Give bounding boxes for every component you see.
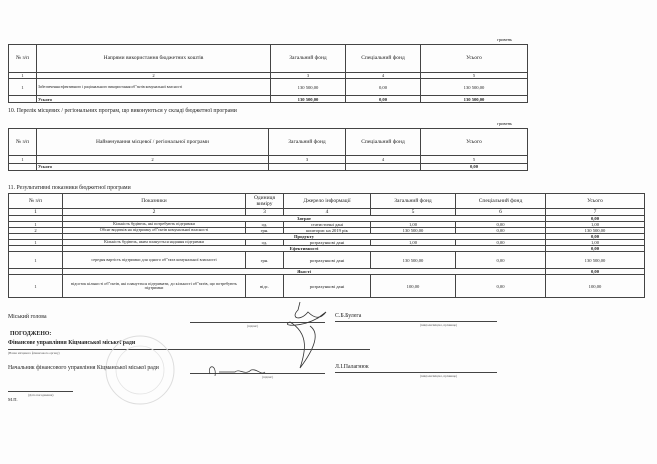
cell: 130 500,00: [546, 252, 645, 269]
currency-label: гривень: [497, 121, 513, 126]
date-line: [8, 391, 73, 392]
header-cell: № з/п: [9, 45, 37, 73]
col-number: 1: [9, 209, 63, 216]
cell: од.: [246, 240, 284, 246]
header-cell: Усього: [546, 194, 645, 209]
cell: Кількість будівель, які потребують підтримки: [63, 222, 246, 228]
group-name: Продукту: [63, 234, 546, 240]
cell: 1: [9, 275, 63, 298]
cell: Усього: [37, 96, 271, 103]
agency-caption: (Назва місцевого фінансового органу): [8, 351, 60, 355]
section-10-title: 10. Перелік місцевих / регіональних програм, що виконуються у складі бюджетної програми: [8, 108, 237, 114]
col-number: 2: [63, 209, 246, 216]
cell: 130 500,00: [371, 228, 456, 234]
header-cell: Усього: [421, 45, 528, 73]
cell: розрахункові дані: [284, 240, 371, 246]
header-cell: Показники: [63, 194, 246, 209]
header-cell: Загальний фонд: [271, 45, 346, 73]
cell: відсоток кількості об"єктів, які планується підтримати, до кількості об"єктів, що потребують підтримки: [63, 275, 246, 298]
group-total: 0,00: [546, 234, 645, 240]
col-number: 1: [9, 73, 37, 79]
cell: 0,00: [456, 275, 546, 298]
cell: 130 500,00: [546, 228, 645, 234]
cell: грн.: [246, 228, 284, 234]
group-name: Ефективності: [63, 246, 546, 252]
agreed-label: ПОГОДЖЕНО:: [10, 331, 52, 337]
cell: розрахункові дані: [284, 252, 371, 269]
cell: Кількість будівель, яким планується надання підтримки: [63, 240, 246, 246]
header-cell: № з/п: [9, 129, 37, 156]
agency-line: [8, 349, 370, 350]
cell: 130 500,00: [271, 79, 346, 96]
col-number: 5: [421, 73, 528, 79]
cell: Обсяг видатків на підтримку об"єктів комунальної власності: [63, 228, 246, 234]
cell: 130 500,00: [271, 96, 346, 103]
cell: од.: [246, 222, 284, 228]
cell: 1,00: [546, 222, 645, 228]
cell: 130 500,00: [421, 79, 528, 96]
header-cell: Одиниця виміру: [246, 194, 284, 209]
cell: 0,00: [456, 228, 546, 234]
head-name: Л.І.Палагнюк: [335, 364, 369, 370]
name-line: [335, 321, 497, 322]
header-cell: Усього: [421, 129, 528, 156]
name-line: [335, 372, 497, 373]
cell: 0,00: [346, 96, 421, 103]
cell: 1: [9, 240, 63, 246]
col-number: 4: [284, 209, 371, 216]
section-11-title: 11. Результативні показники бюджетної програми: [8, 185, 131, 191]
table-row: [9, 252, 645, 269]
date-caption: (Дата погодження): [28, 393, 54, 397]
cell: 1: [9, 79, 37, 96]
cell: 0,00: [456, 222, 546, 228]
financial-agency: Фінансове управління Кіцманської міської ради: [8, 340, 136, 346]
cell: статистичні дані: [284, 222, 371, 228]
budget-directions-table: [8, 44, 528, 103]
col-number: 1: [9, 156, 37, 164]
table-row: [9, 275, 645, 298]
cell: 0,00: [346, 79, 421, 96]
cell: середня вартість підтримки для одного об"єкта комунальної власності: [63, 252, 246, 269]
header-cell: Спеціальний фонд: [456, 194, 546, 209]
col-number: 4: [346, 156, 421, 164]
cell: кошторис на 2019 рік: [284, 228, 371, 234]
header-cell: Джерело інформації: [284, 194, 371, 209]
cell: 100,00: [546, 275, 645, 298]
cell: 1,00: [546, 240, 645, 246]
signature-caption: (підпис): [262, 375, 274, 379]
head-label: Начальник фінансового управління Кіцманської міської ради: [8, 365, 159, 371]
total-row: [9, 164, 528, 171]
header-cell: Найменування місцевої / регіональної програми: [37, 129, 269, 156]
cell: 130 500,00: [421, 96, 528, 103]
header-cell: Загальний фонд: [371, 194, 456, 209]
col-number: 3: [271, 73, 346, 79]
cell: 1: [9, 222, 63, 228]
header-cell: Напрями використання бюджетних коштів: [37, 45, 271, 73]
header-cell: Спеціальний фонд: [346, 129, 421, 156]
table-row: [9, 79, 528, 96]
mayor-name: С.Б.Булега: [335, 313, 362, 319]
group-name: Якості: [63, 269, 546, 275]
cell: 0,00: [456, 252, 546, 269]
mayor-label: Міський голова: [8, 314, 47, 320]
stamp-label: М.П.: [8, 397, 18, 402]
col-number: 3: [269, 156, 346, 164]
header-cell: № з/п: [9, 194, 63, 209]
cell: 130 500,00: [371, 252, 456, 269]
cell: 1,00: [371, 240, 456, 246]
col-number: 5: [421, 156, 528, 164]
col-number: 4: [346, 73, 421, 79]
total-row: [9, 96, 528, 103]
cell: 0,00: [421, 164, 528, 171]
signature-caption: (підпис): [247, 324, 259, 328]
header-cell: Загальний фонд: [269, 129, 346, 156]
group-name: Затрат: [63, 216, 546, 222]
name-caption: (ініціали/ініціал, прізвище): [420, 323, 458, 327]
col-number: 3: [246, 209, 284, 216]
handwritten-signature: [205, 360, 275, 385]
cell: 100,00: [371, 275, 456, 298]
cell: Забезпечення ефективного і раціонального використання об"єктів комунальної власності: [37, 79, 271, 96]
programs-table: [8, 128, 528, 171]
performance-indicators-table: [8, 193, 645, 298]
cell: 1,00: [371, 222, 456, 228]
header-cell: Спеціальний фонд: [346, 45, 421, 73]
cell: відс.: [246, 275, 284, 298]
name-caption: (ініціали/ініціал, прізвище): [420, 374, 458, 378]
currency-label: гривень: [497, 37, 513, 42]
group-total: 0,00: [546, 216, 645, 222]
cell: грн.: [246, 252, 284, 269]
col-number: 2: [37, 73, 271, 79]
col-number: 7: [546, 209, 645, 216]
cell: Усього: [37, 164, 269, 171]
group-total: 0,00: [546, 269, 645, 275]
col-number: 5: [371, 209, 456, 216]
cell: 1: [9, 252, 63, 269]
group-total: 0,00: [546, 246, 645, 252]
cell: 2: [9, 228, 63, 234]
cell: розрахункові дані: [284, 275, 371, 298]
col-number: 6: [456, 209, 546, 216]
cell: 0,00: [456, 240, 546, 246]
col-number: 2: [37, 156, 269, 164]
